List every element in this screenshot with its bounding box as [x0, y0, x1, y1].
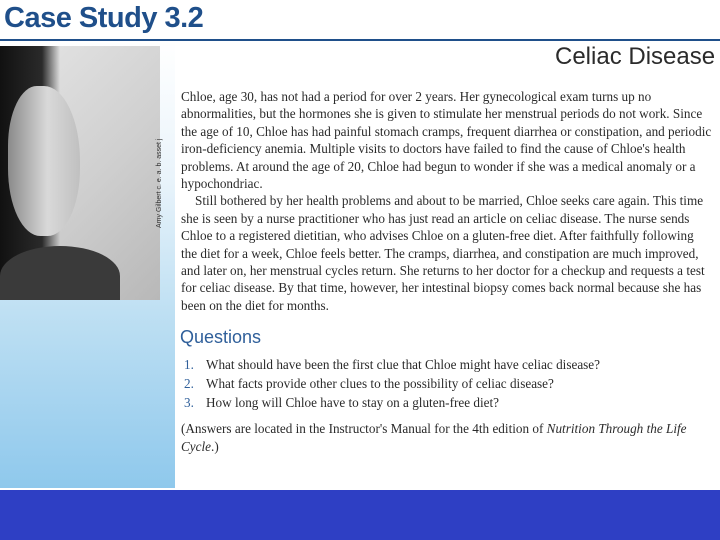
book-title: Nutrition Through the Life Cycle: [181, 421, 687, 454]
answers-prefix: (Answers are located in the Instructor's Manual for the 4th edition of: [181, 421, 547, 436]
narrative-paragraph: Chloe, age 30, has not had a period for over 2 years. Her gynecological exam turns up no abnormalities, but the hormones she is given to stimulate her menstrual periods do not work. Since the age of 10, Chloe has had painful stomach cramps, frequent diarrhea or constipation, and periodic iron-deficiency anemia. Multiple visits to doctors have failed to find the cause of Chloe's health problems. At around the age of 20, Chloe had begun to wonder if she was a medical anomaly or a hypochondriac.: [181, 89, 712, 192]
case-study-title: Case Study 3.2: [4, 2, 204, 34]
question-text: What should have been the first clue that Chloe might have celiac disease?: [206, 357, 601, 372]
photo-face-shape: [8, 86, 80, 236]
question-text: How long will Chloe have to stay on a gluten-free diet?: [206, 395, 499, 410]
question-number: 1.: [184, 357, 194, 372]
question-text: What facts provide other clues to the possibility of celiac disease?: [206, 376, 554, 391]
header-bar: [0, 0, 720, 40]
footer-bar: [0, 490, 720, 540]
answers-suffix: .): [211, 438, 219, 454]
question-item: [184, 355, 714, 374]
questions-heading: Questions: [180, 327, 262, 347]
question-item: [184, 393, 714, 412]
patient-photo: [0, 46, 160, 300]
case-narrative: [181, 88, 713, 314]
question-item: [184, 374, 714, 393]
photo-credit: Amy Gilbert c. e. a. b. asset j: [156, 138, 163, 228]
question-number: 2.: [184, 376, 194, 391]
question-number: 3.: [184, 395, 194, 410]
photo-shoulder-shape: [0, 246, 120, 300]
questions-list: [184, 355, 714, 412]
answers-note: [181, 420, 716, 455]
narrative-paragraph: Still bothered by her health problems and about to be married, Chloe seeks care again. This time she is seen by a nurse practitioner who has just read an article on celiac disease. The nurse sends Chloe to a registered dietitian, who advises Chloe on a gluten-free diet. After faithfully following the diet for a week, Chloe feels better. The cramps, diarrhea, and constipation are much improved, and later on, her menstrual cycles return. She returns to her doctor for a checkup and requests a test for celiac disease. By that time, however, her intestinal biopsy comes back normal because she has been on the diet for months.: [181, 193, 705, 313]
topic-title: Celiac Disease: [555, 43, 716, 70]
